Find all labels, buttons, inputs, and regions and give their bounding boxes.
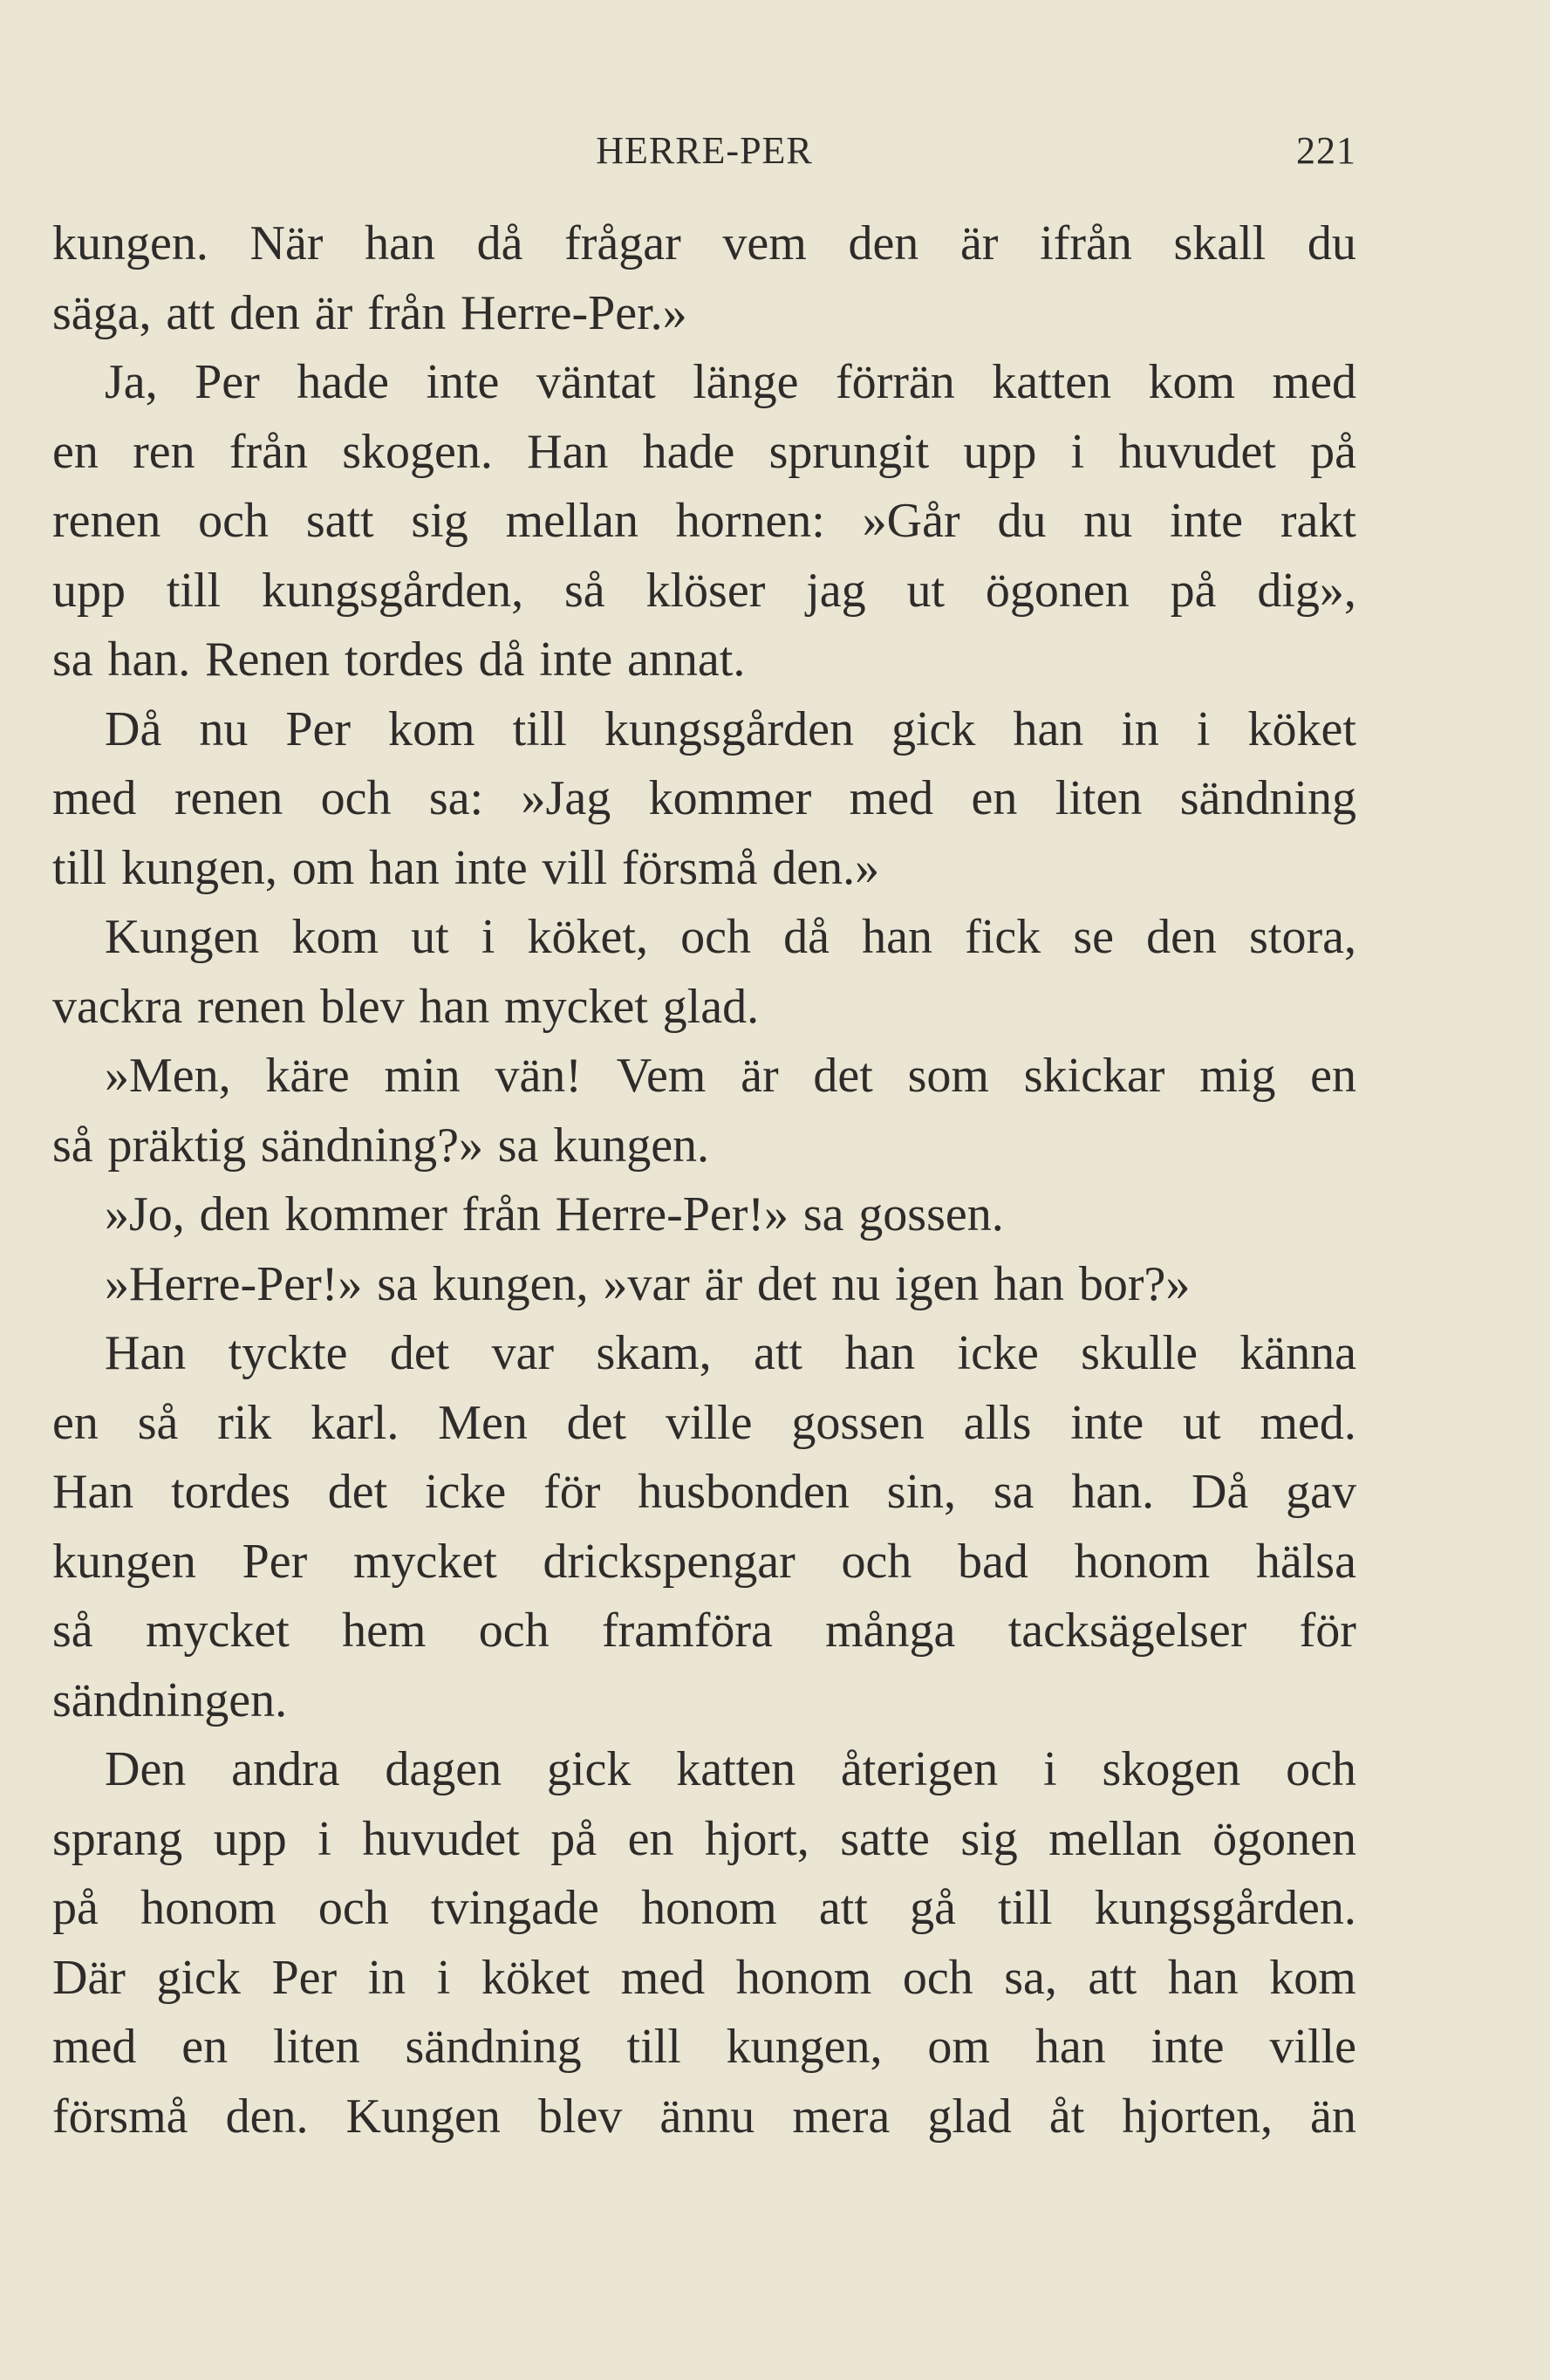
word: att [1088, 1950, 1137, 2005]
word: många [825, 1604, 956, 1658]
text-line [52, 1805, 1356, 1875]
word: så [563, 563, 605, 618]
word: ut [1183, 1395, 1221, 1450]
word: och [902, 1950, 973, 2005]
word: en [52, 1395, 99, 1450]
word: en [971, 771, 1018, 825]
word: det [756, 1256, 817, 1311]
text-line [52, 1944, 1356, 2014]
word: Renen [205, 633, 331, 687]
word: den. [225, 2089, 309, 2144]
word: Herre-Per!» [555, 1187, 789, 1241]
word: renen [197, 979, 306, 1034]
word: till [998, 1881, 1053, 1935]
word: gossen [791, 1395, 925, 1450]
word: vill [542, 840, 608, 895]
word: sa [802, 1187, 844, 1241]
word: ut [906, 563, 946, 618]
text-line [52, 487, 1356, 557]
word: på [1170, 563, 1217, 618]
word: sändning [1179, 771, 1356, 825]
text-line [52, 1180, 1356, 1250]
word: är [741, 1049, 779, 1103]
word: väntat [536, 355, 656, 409]
word: Herre-Per.» [461, 285, 687, 340]
word: och [841, 1534, 912, 1589]
word: han [1167, 1950, 1239, 2005]
word: gossen. [858, 1187, 1004, 1241]
word: skogen. [342, 424, 493, 479]
word: en [52, 424, 99, 479]
word: huvudet [362, 1811, 520, 1866]
word: sig [411, 494, 468, 548]
word: försmå [621, 840, 758, 895]
word: Vem [616, 1049, 707, 1103]
word: han [419, 979, 490, 1034]
text-line [52, 626, 1356, 695]
word: inte [426, 355, 500, 409]
word: hem [342, 1604, 427, 1658]
word: »Herre-Per!» [105, 1256, 363, 1311]
word: tordes [344, 633, 464, 687]
word: satte [840, 1811, 930, 1866]
word: sig [960, 1811, 1018, 1866]
word: från [367, 285, 447, 340]
word: framföra [601, 1604, 773, 1658]
word: Kungen [105, 910, 260, 964]
word: tyckte [228, 1326, 348, 1380]
word: gav [1286, 1465, 1356, 1519]
word: Då [1192, 1465, 1249, 1519]
word: kungen. [553, 1118, 710, 1173]
word: satt [305, 494, 374, 548]
word: Ja, [105, 355, 158, 409]
word: då [478, 633, 525, 687]
word: så [137, 1395, 179, 1450]
text-line [52, 1111, 1356, 1181]
word: När [249, 216, 324, 270]
word: i [436, 1950, 451, 2005]
word: hornen: [675, 494, 825, 548]
text-line [52, 279, 1356, 349]
text-line [52, 695, 1356, 765]
text-line [52, 1597, 1356, 1666]
word: sprang [52, 1811, 183, 1866]
word: upp [52, 563, 126, 618]
word: Per [271, 1950, 338, 2005]
word: in [367, 1950, 406, 2005]
word: med. [1260, 1395, 1356, 1450]
word: han. [1071, 1465, 1155, 1519]
word: drickspengar [543, 1534, 795, 1589]
text-line [52, 1250, 1356, 1320]
word: liten [1055, 771, 1143, 825]
text-line [52, 1874, 1356, 1944]
word: dig», [1257, 563, 1356, 618]
word: sändningen. [52, 1672, 288, 1727]
word: nu [199, 701, 249, 756]
word: för [1299, 1604, 1356, 1658]
word: kommer [648, 771, 812, 825]
word: kom [388, 701, 475, 756]
word: honom [735, 1950, 872, 2005]
text-line [52, 2082, 1356, 2152]
word: hade [297, 355, 389, 409]
text-line [52, 973, 1356, 1043]
word: en [181, 2020, 229, 2074]
word: jag [806, 563, 866, 618]
word: ögonen [1212, 1811, 1356, 1866]
word: än [1310, 2089, 1356, 2144]
word: det [327, 1465, 388, 1519]
text-line [52, 1042, 1356, 1111]
word: kungen [52, 1534, 196, 1589]
word: sa: [428, 771, 484, 825]
word: ifrån [1040, 216, 1132, 270]
word: sändning [405, 2020, 582, 2074]
word: kom [1148, 355, 1236, 409]
word: och [320, 771, 392, 825]
word: han [844, 1326, 916, 1380]
word: så [52, 1604, 93, 1658]
word: han. [107, 633, 191, 687]
word: icke [957, 1326, 1039, 1380]
word: »Jag [521, 771, 611, 825]
word: upp [213, 1811, 287, 1866]
word: Per [195, 355, 260, 409]
word: hjorten, [1122, 2089, 1273, 2144]
word: Per [242, 1534, 308, 1589]
text-line [52, 557, 1356, 626]
word: återigen [840, 1742, 999, 1796]
word: ren [133, 424, 195, 479]
word: till [166, 563, 222, 618]
word: gick [546, 1742, 632, 1796]
word: var [491, 1326, 555, 1380]
word: Per [285, 701, 351, 756]
word: Han [527, 424, 609, 479]
word: min [384, 1049, 461, 1103]
word: att [818, 1881, 868, 1935]
word: inte [1170, 494, 1244, 548]
word: om [927, 2020, 990, 2074]
word: att [754, 1326, 802, 1380]
word: sa [993, 1465, 1034, 1519]
word: sändning?» [260, 1118, 483, 1173]
word: glad. [662, 979, 760, 1034]
body-text [52, 209, 1356, 2151]
text-line [52, 834, 1356, 904]
word: renen [52, 494, 161, 548]
word: den [229, 285, 300, 340]
word: vem [722, 216, 807, 270]
word: kungsgården. [1094, 1881, 1356, 1935]
word: tordes [171, 1465, 290, 1519]
word: kungsgården, [261, 563, 524, 618]
page-header [52, 118, 1356, 181]
word: frågar [564, 216, 681, 270]
word: med [1272, 355, 1356, 409]
word: Kungen [345, 2089, 501, 2144]
word: han [1013, 701, 1084, 756]
word: han [862, 910, 932, 964]
word: blev [320, 979, 405, 1034]
word: blev [537, 2089, 623, 2144]
word: sa [377, 1256, 418, 1311]
word: mig [1199, 1049, 1276, 1103]
word: på [550, 1811, 597, 1866]
word: han [994, 1256, 1065, 1311]
word: den [848, 216, 919, 270]
word: i [318, 1811, 331, 1866]
word: det [813, 1049, 873, 1103]
word: nu [831, 1256, 881, 1311]
word: en [1310, 1049, 1356, 1103]
word: glad [927, 2089, 1012, 2144]
word: kungen. [52, 216, 208, 270]
word: säga, [52, 285, 152, 340]
text-line [52, 1458, 1356, 1528]
word: husbonden [638, 1465, 850, 1519]
word: att [166, 285, 215, 340]
word: skogen [1102, 1742, 1241, 1796]
word: sa, [1004, 1950, 1057, 2005]
word: se [1073, 910, 1114, 964]
word: upp [963, 424, 1037, 479]
word: mera [792, 2089, 891, 2144]
word: sa [52, 633, 93, 687]
word: mycket [504, 979, 648, 1034]
word: från [461, 1187, 541, 1241]
word: det [389, 1326, 450, 1380]
word: rik [217, 1395, 272, 1450]
word: inte [539, 633, 613, 687]
word: med [52, 2020, 137, 2074]
word: sprungit [768, 424, 930, 479]
word: karl. [311, 1395, 399, 1450]
word: den [1146, 910, 1217, 964]
word: Den [105, 1742, 187, 1796]
text-line [52, 209, 1356, 279]
word: ville [665, 1395, 753, 1450]
text-line [52, 764, 1356, 834]
text-line [52, 348, 1356, 418]
word: som [907, 1049, 989, 1103]
word: huvudet [1118, 424, 1276, 479]
word: med [620, 1950, 706, 2005]
word: känna [1239, 1326, 1356, 1380]
word: »Går [862, 494, 960, 548]
word: till [52, 840, 107, 895]
word: förrän [835, 355, 955, 409]
word: kommer [284, 1187, 447, 1241]
word: rakt [1280, 494, 1356, 548]
word: hjort, [705, 1811, 809, 1866]
word: den.» [772, 840, 880, 895]
word: skam, [596, 1326, 712, 1380]
text-line [52, 903, 1356, 973]
word: ville [1269, 2020, 1356, 2074]
text-line [52, 1666, 1356, 1736]
word: så [52, 1118, 93, 1173]
text-line [52, 1319, 1356, 1389]
word: köket [1247, 701, 1356, 756]
word: renen [174, 771, 283, 825]
word: med [52, 771, 137, 825]
word: honom [641, 1881, 777, 1935]
word: ut [411, 910, 449, 964]
word: inte [1151, 2020, 1225, 2074]
word: den [199, 1187, 270, 1241]
word: stora, [1249, 910, 1356, 964]
word: klöser [645, 563, 766, 618]
word: honom [1074, 1534, 1211, 1589]
word: liten [273, 2020, 360, 2074]
word: i [481, 910, 495, 964]
word: i [1196, 701, 1211, 756]
word: annat. [627, 633, 746, 687]
word: bor?» [1078, 1256, 1191, 1311]
word: och [198, 494, 270, 548]
word: och [1286, 1742, 1356, 1796]
word: köket, [527, 910, 648, 964]
word: skall [1173, 216, 1267, 270]
word: är [704, 1256, 743, 1311]
word: dagen [385, 1742, 502, 1796]
running-head: HERRE-PER [596, 129, 813, 172]
word: vackra [52, 979, 183, 1034]
word: kom [291, 910, 379, 964]
word: hade [642, 424, 735, 479]
word: vän! [495, 1049, 582, 1103]
word: på [1310, 424, 1356, 479]
word: in [1121, 701, 1159, 756]
word: skickar [1023, 1049, 1165, 1103]
word: katten [992, 355, 1112, 409]
word: på [52, 1881, 99, 1935]
word: kungsgården [604, 701, 854, 756]
word: och [478, 1604, 550, 1658]
page-number: 221 [1296, 129, 1356, 172]
word: ögonen [985, 563, 1130, 618]
word: andra [231, 1742, 340, 1796]
word: nu [1083, 494, 1133, 548]
word: och [318, 1881, 389, 1935]
word: Han [52, 1465, 134, 1519]
word: mycket [145, 1604, 290, 1658]
word: mycket [352, 1534, 497, 1589]
word: »Men, [105, 1049, 231, 1103]
word: länge [693, 355, 799, 409]
word: tacksägelser [1007, 1604, 1247, 1658]
word: präktig [107, 1118, 247, 1173]
word: till [626, 2020, 681, 2074]
word: i [1070, 424, 1085, 479]
word: i [1043, 1742, 1057, 1796]
word: kom [1269, 1950, 1356, 2005]
word: och [680, 910, 751, 964]
text-line [52, 2013, 1356, 2082]
word: är [314, 285, 353, 340]
word: han [1034, 2020, 1106, 2074]
word: bad [958, 1534, 1028, 1589]
word: köket [481, 1950, 591, 2005]
word: en [627, 1811, 674, 1866]
word: sin, [886, 1465, 957, 1519]
word: icke [425, 1465, 507, 1519]
word: honom [140, 1881, 277, 1935]
word: kungen, [726, 2020, 883, 2074]
word: mellan [1048, 1811, 1182, 1866]
word: inte [454, 840, 528, 895]
text-line [52, 1389, 1356, 1459]
word: tvingade [431, 1881, 599, 1935]
word: Han [105, 1326, 187, 1380]
word: fick [965, 910, 1041, 964]
word: kungen, [432, 1256, 589, 1311]
word: med [849, 771, 934, 825]
text-line [52, 418, 1356, 488]
text-line [52, 1735, 1356, 1805]
word: han [369, 840, 440, 895]
word: du [997, 494, 1047, 548]
word: om [291, 840, 355, 895]
word: skulle [1081, 1326, 1198, 1380]
word: inte [1070, 1395, 1144, 1450]
word: alls [963, 1395, 1032, 1450]
word: försmå [52, 2089, 188, 2144]
word: mellan [505, 494, 638, 548]
word: då [783, 910, 830, 964]
word: igen [894, 1256, 980, 1311]
word: han [365, 216, 435, 270]
word: gick [156, 1950, 241, 2005]
word: Där [52, 1950, 126, 2005]
word: till [512, 701, 567, 756]
word: »Jo, [105, 1187, 185, 1241]
word: åt [1048, 2089, 1085, 2144]
word: är [959, 216, 999, 270]
word: Men [438, 1395, 528, 1450]
word: då [476, 216, 523, 270]
word: kungen, [121, 840, 277, 895]
word: gick [891, 701, 976, 756]
word: sa [497, 1118, 539, 1173]
text-line [52, 1528, 1356, 1597]
word: ännu [659, 2089, 755, 2144]
word: »var [603, 1256, 690, 1311]
word: katten [676, 1742, 796, 1796]
word: käre [265, 1049, 350, 1103]
word: från [229, 424, 308, 479]
word: du [1307, 216, 1356, 270]
word: hälsa [1255, 1534, 1356, 1589]
word: för [543, 1465, 601, 1519]
word: det [566, 1395, 627, 1450]
word: Då [105, 701, 162, 756]
word: gå [910, 1881, 957, 1935]
